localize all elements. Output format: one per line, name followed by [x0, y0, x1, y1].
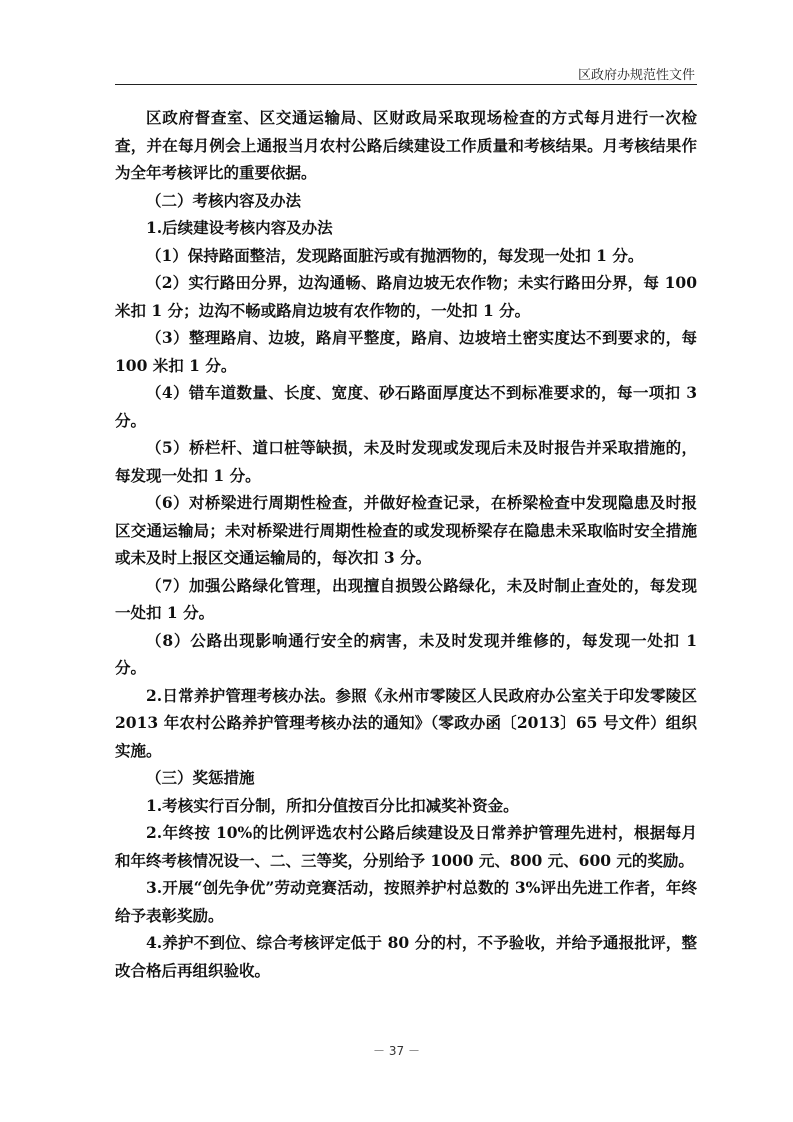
- subsection-heading: 1.后续建设考核内容及办法: [146, 218, 333, 237]
- list-item: 2.年终按 10%的比例评选农村公路后续建设及日常养护管理先进村，根据每月和年终考核情况设一、二、三等奖，分别给予 1000 元、800 元、600 元的奖励。: [115, 823, 697, 870]
- paragraph: 2.日常养护管理考核办法。参照《永州市零陵区人民政府办公室关于印发零陵区 2013 年农村公路养护管理考核办法的通知》（零政办函〔2013〕65 号文件）组织实施。: [115, 685, 697, 760]
- list-item: （7）加强公路绿化管理，出现擅自损毁公路绿化，未及时制止查处的，每发现一处扣 1 分。: [115, 575, 697, 622]
- section-heading: （三）奖惩措施: [146, 768, 255, 787]
- list-item: 1.考核实行百分制，所扣分值按百分比扣减奖补资金。: [146, 795, 519, 815]
- list-item: （3）整理路肩、边坡，路肩平整度，路肩、边坡培土密实度达不到要求的，每 100 米扣 1 分。: [115, 328, 697, 375]
- section-heading: （二）考核内容及办法: [146, 190, 302, 210]
- list-item: （6）对桥梁进行周期性检查，并做好检查记录，在桥梁检查中发现隐患及时报区交通运输局；未对桥梁进行周期性检查的或发现桥梁存在隐患未采取临时安全措施或未及时上报区交通运输局的，每次扣 3 分。: [115, 493, 697, 567]
- page-number: － 37 －: [373, 1044, 420, 1058]
- document-body: [115, 104, 697, 984]
- list-item: （8）公路出现影响通行安全的病害，未及时发现并维修的，每发现一处扣 1 分。: [115, 630, 697, 677]
- paragraph: 区政府督查室、区交通运输局、区财政局采取现场检查的方式每月进行一次检查，并在每月例会上通报当月农村公路后续建设工作质量和考核结果。月考核结果作为全年考核评比的重要依据。: [115, 108, 697, 182]
- list-item: （4）错车道数量、长度、宽度、砂石路面厚度达不到标准要求的，每一项扣 3 分。: [115, 383, 697, 430]
- page-header: [115, 62, 697, 85]
- list-item: 4.养护不到位、综合考核评定低于 80 分的村，不予验收，并给予通报批评，整改合格后再组织验收。: [115, 933, 697, 980]
- header-title: 区政府办规范性文件: [577, 68, 695, 83]
- list-item: （5）桥栏杆、道口桩等缺损，未及时发现或发现后未及时报告并采取措施的，每发现一处扣 1 分。: [115, 438, 697, 485]
- list-item: （2）实行路田分界，边沟通畅、路肩边坡无农作物；未实行路田分界，每 100 米扣 1 分；边沟不畅或路肩边坡有农作物的，一处扣 1 分。: [115, 273, 697, 320]
- list-item: 3.开展“创先争优”劳动竞赛活动，按照养护村总数的 3%评出先进工作者，年终给予表彰奖励。: [115, 878, 697, 925]
- list-item: （1）保持路面整洁，发现路面脏污或有抛洒物的，每发现一处扣 1 分。: [146, 245, 644, 265]
